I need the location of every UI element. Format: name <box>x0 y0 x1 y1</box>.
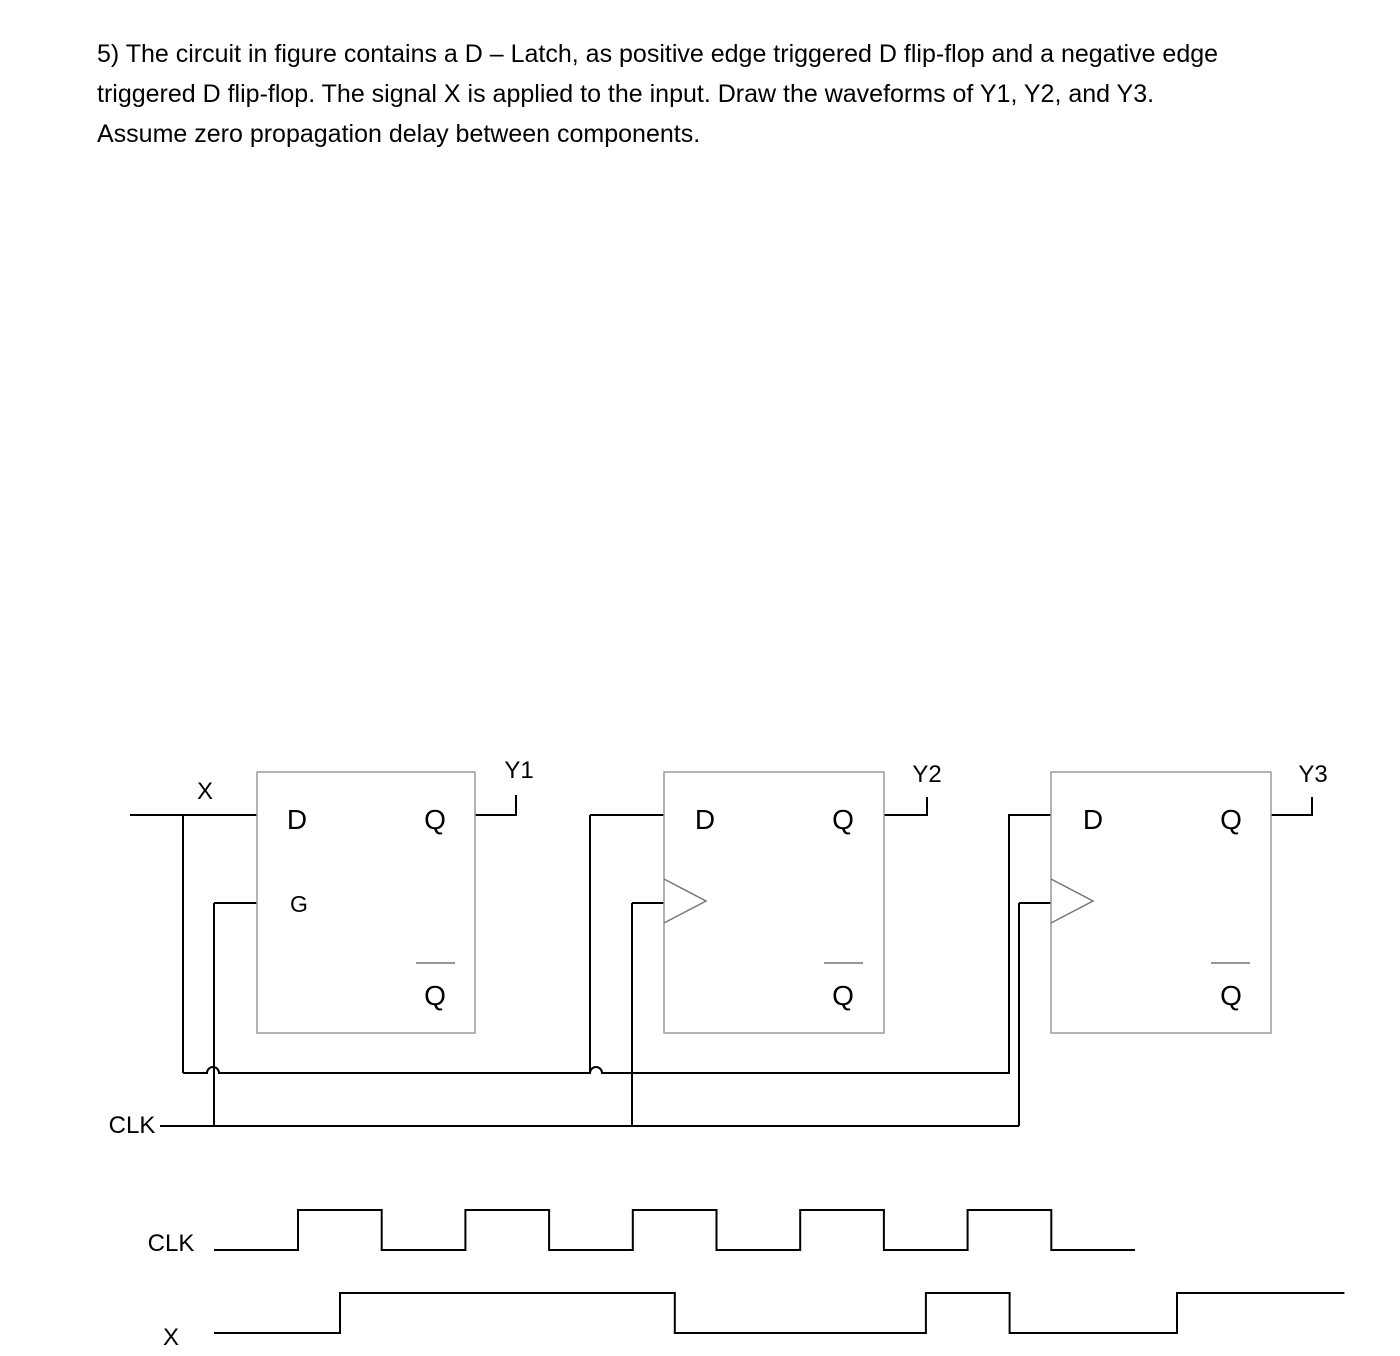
wire-y3-out <box>1271 797 1312 815</box>
problem-line-2: triggered D flip-flop. The signal X is applied to the input. Draw the waveforms of Y1, Y2, and Y3. <box>97 80 1155 108</box>
x-input-label: X <box>196 778 214 805</box>
x-waveform <box>214 1293 1344 1333</box>
latch-g-pin: G <box>290 891 308 917</box>
y2-output-label: Y2 <box>912 761 942 788</box>
wire-x-bus <box>183 815 1051 1073</box>
problem-line-3: Assume zero propagation delay between components. <box>97 120 701 148</box>
y1-output-label: Y1 <box>504 757 534 784</box>
latch-qbar-pin: Q <box>424 980 446 1011</box>
ff2-d-pin: D <box>1082 804 1104 835</box>
ff2-qbar-pin: Q <box>1220 980 1242 1011</box>
ff1-qbar-pin: Q <box>832 980 854 1011</box>
clk-input-label: CLK <box>108 1112 156 1139</box>
problem-line-1: 5) The circuit in figure contains a D – Latch, as positive edge triggered D flip-flop and a negative edge <box>97 40 1219 68</box>
y3-output-label: Y3 <box>1298 761 1328 788</box>
ff1-q-pin: Q <box>832 804 854 835</box>
clk-waveform <box>214 1210 1135 1250</box>
clk-waveform-label: CLK <box>147 1230 195 1257</box>
ff2-q-pin: Q <box>1220 804 1242 835</box>
neg-edge-clock-triangle <box>1051 879 1093 923</box>
x-waveform-label: X <box>162 1324 180 1351</box>
wiring <box>130 795 1312 1126</box>
ff1-d-pin: D <box>694 804 716 835</box>
wire-y2-out <box>884 797 927 815</box>
wire-y1-out <box>475 795 516 815</box>
latch-q-pin: Q <box>424 804 446 835</box>
latch-d-pin: D <box>286 804 308 835</box>
pos-edge-clock-triangle <box>664 879 706 923</box>
